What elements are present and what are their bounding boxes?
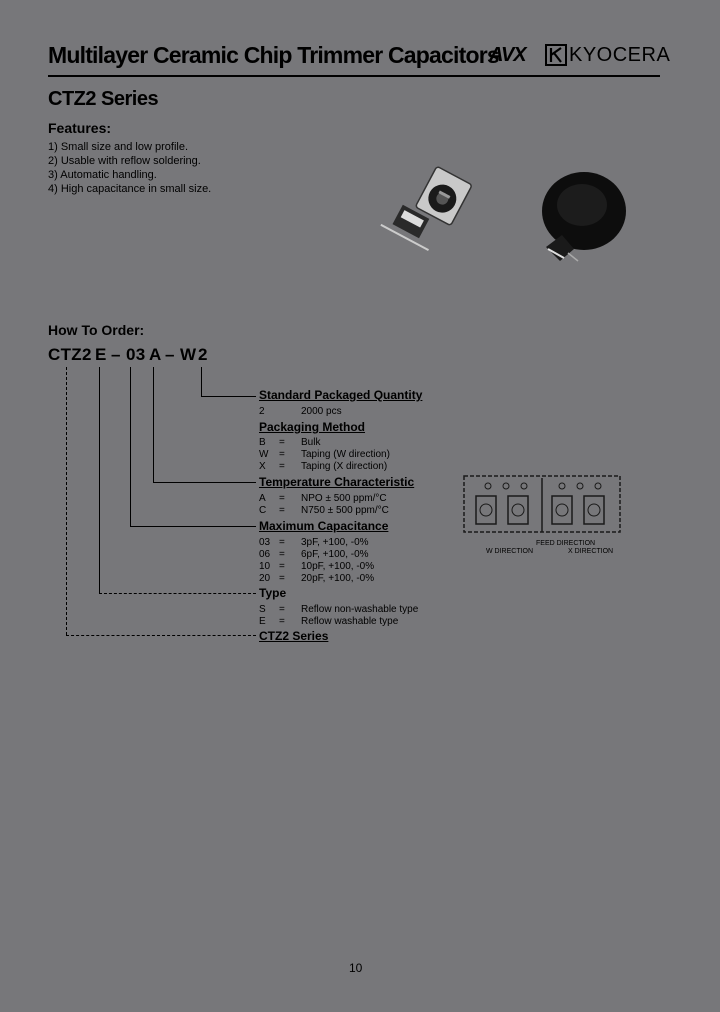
title-rule (48, 75, 660, 77)
code-capacitance: 03 (126, 345, 146, 364)
kyocera-k-icon (545, 44, 567, 66)
tape-x-label: X DIRECTION (568, 548, 614, 555)
connector-capacitance (130, 526, 256, 527)
feature-item: 3) Automatic handling. (48, 169, 157, 181)
tape-w-label: W DIRECTION (486, 548, 534, 555)
section-temperature-title: Temperature Characteristic (259, 475, 415, 489)
series-title: CTZ2 Series (48, 88, 159, 110)
tape-chip (508, 496, 528, 524)
product-photo-back (538, 163, 630, 271)
connector-series (66, 635, 256, 636)
section-series-title: CTZ2 Series (259, 629, 329, 643)
connector-type (99, 367, 100, 593)
code-dash: – (165, 345, 175, 364)
tape-chip (476, 496, 496, 524)
section-packaging-title: Packaging Method (259, 420, 366, 434)
connector-capacitance (130, 367, 131, 527)
features-heading: Features: (48, 120, 112, 136)
tape-chip (552, 496, 572, 524)
page-number: 10 (349, 961, 363, 975)
connector-type (99, 593, 256, 594)
tape-diagram (462, 470, 622, 538)
code-temperature: A (149, 345, 162, 364)
code-packaging: W (180, 345, 197, 364)
page-title: Multilayer Ceramic Chip Trimmer Capacitors (48, 42, 499, 68)
code-quantity: 2 (198, 345, 208, 364)
kyocera-logo: KYOCERA (569, 44, 671, 66)
code-type: E (95, 345, 107, 364)
code-dash: – (111, 345, 121, 364)
tape-feed-label: FEED DIRECTION (536, 540, 596, 547)
feature-item: 2) Usable with reflow soldering. (48, 155, 201, 167)
avx-logo: AVX (489, 44, 526, 66)
section-quantity-title: Standard Packaged Quantity (259, 388, 423, 402)
product-photo-front (378, 158, 490, 263)
code-series: CTZ2 (48, 345, 92, 364)
feature-item: 1) Small size and low profile. (48, 141, 189, 153)
tape-chip (584, 496, 604, 524)
connector-series (66, 367, 68, 635)
how-to-order-heading: How To Order: (48, 322, 145, 338)
connector-temperature (153, 482, 256, 483)
feature-item: 4) High capacitance in small size. (48, 183, 212, 195)
section-capacitance-title: Maximum Capacitance (259, 519, 389, 533)
connector-temperature (153, 367, 154, 483)
connector-quantity (201, 367, 202, 397)
connector-quantity (201, 396, 256, 397)
section-type-title: Type (259, 586, 287, 600)
